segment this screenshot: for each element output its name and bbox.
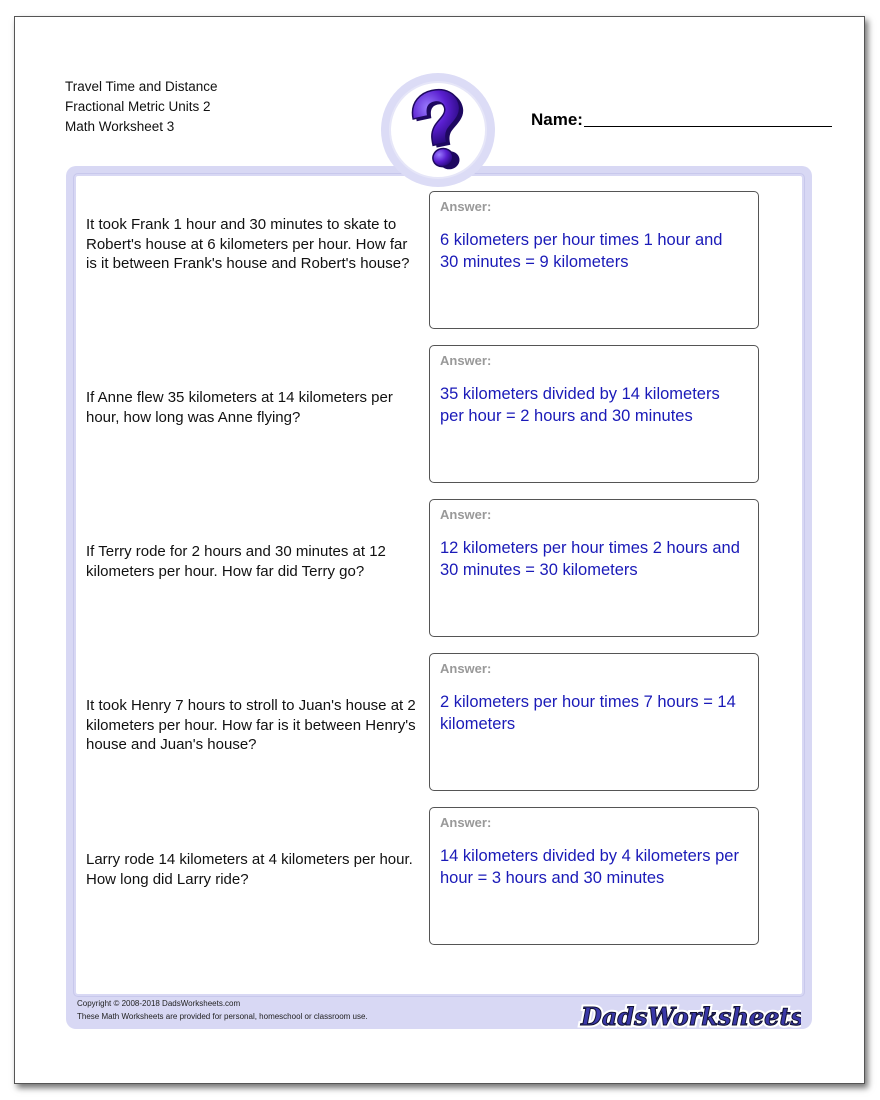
answer-text-1: 6 kilometers per hour times 1 hour and 30 minutes = 9 kilometers — [440, 231, 723, 271]
worksheet-title — [65, 77, 218, 137]
answer-label: Answer: — [440, 199, 492, 214]
dadsworksheets-logo[interactable] — [577, 995, 801, 1040]
name-line[interactable] — [584, 125, 832, 127]
copyright-text: Copyright © 2008-2018 DadsWorksheets.com — [77, 999, 241, 1008]
title-line-1: Travel Time and Distance — [65, 79, 218, 94]
name-field[interactable] — [531, 110, 832, 130]
answer-box-5[interactable] — [429, 807, 759, 945]
footer-text — [77, 998, 368, 1023]
answer-box-1[interactable] — [429, 191, 759, 329]
answer-box-4[interactable] — [429, 653, 759, 791]
question-3: If Terry rode for 2 hours and 30 minutes at 12 kilometers per hour. How far did Terry go? — [86, 543, 386, 580]
worksheet-page — [14, 16, 865, 1084]
answer-text-4: 2 kilometers per hour times 7 hours = 14 kilometers — [440, 693, 736, 733]
logo-text-fill: DadsWorksheet — [581, 1002, 791, 1031]
answer-label: Answer: — [440, 661, 492, 676]
answer-label: Answer: — [440, 815, 492, 830]
answer-label: Answer: — [440, 507, 492, 522]
answer-text-3: 12 kilometers per hour times 2 hours and 30 minutes = 30 kilometers — [440, 539, 740, 579]
answer-box-3[interactable] — [429, 499, 759, 637]
usage-text: These Math Worksheets are provided for personal, homeschool or classroom use. — [77, 1011, 368, 1021]
question-badge — [381, 73, 495, 187]
question-1: It took Frank 1 hour and 30 minutes to skate to Robert's house at 6 kilometers per hour. How far is it between Frank's house and Robert's house? — [86, 216, 410, 272]
question-mark-icon — [406, 88, 470, 172]
question-2: If Anne flew 35 kilometers at 14 kilometers per hour, how long was Anne flying? — [86, 389, 393, 426]
answer-label: Answer: — [440, 353, 492, 368]
badge-inner — [389, 81, 487, 179]
name-label: Name: — [531, 110, 583, 129]
title-line-3: Math Worksheet 3 — [65, 119, 175, 134]
answer-box-2[interactable] — [429, 345, 759, 483]
logo-wordmark — [577, 995, 801, 1035]
logo-text: DadsWorksheet — [581, 1002, 791, 1031]
answer-text-5: 14 kilometers divided by 4 kilometers per hour = 3 hours and 30 minutes — [440, 847, 739, 887]
title-line-2: Fractional Metric Units 2 — [65, 99, 211, 114]
answer-text-2: 35 kilometers divided by 14 kilometers per hour = 2 hours and 30 minutes — [440, 385, 720, 425]
question-4: It took Henry 7 hours to stroll to Juan's house at 2 kilometers per hour. How far is it between Henry's house and Juan's house? — [86, 697, 416, 753]
question-5: Larry rode 14 kilometers at 4 kilometers per hour. How long did Larry ride? — [86, 851, 413, 888]
